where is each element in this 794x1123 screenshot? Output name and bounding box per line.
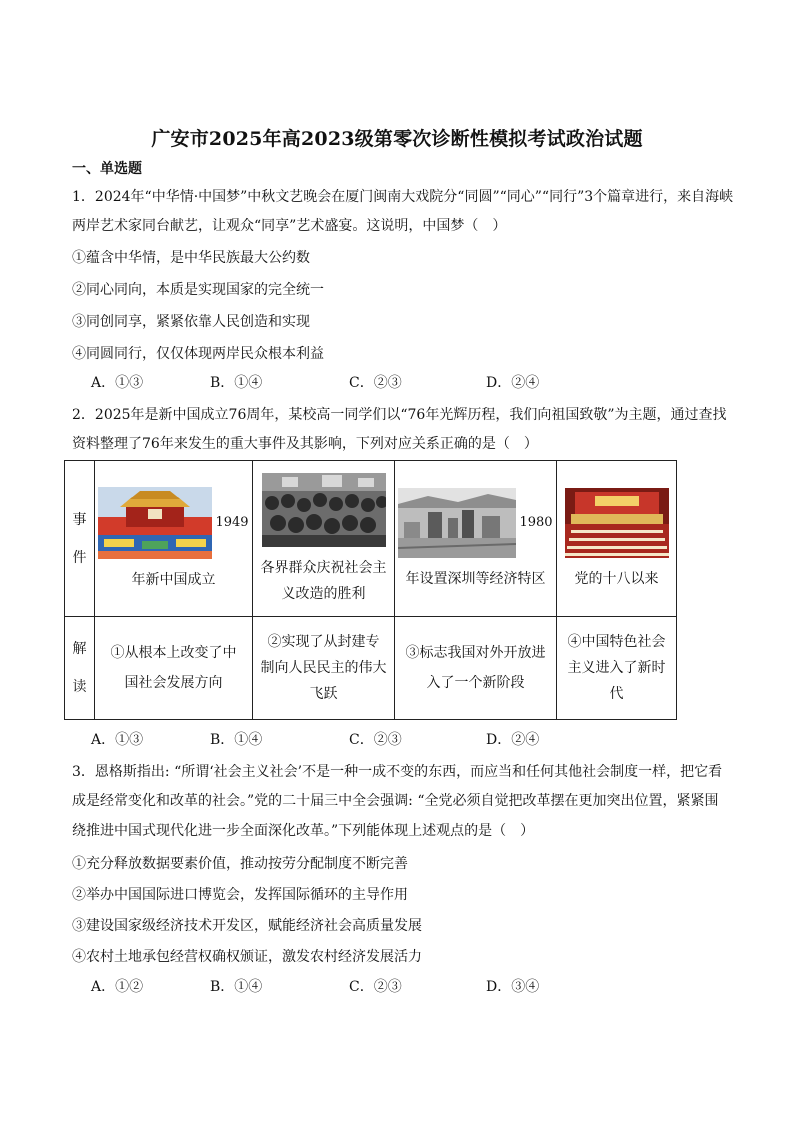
congress-hall-image [565, 488, 669, 558]
q3-item-1: ①充分释放数据要素价值，推动按劳分配制度不断完善 [72, 856, 408, 872]
shenzhen-city-image [398, 488, 516, 558]
q3-stem-line3: 绕推进中国式现代化进一步全面深化改革。”下列能体现上述观点的是（ ） [72, 823, 535, 839]
interp-line: 入了一个新阶段 [426, 675, 525, 691]
event-year-1980: 1980 [519, 514, 553, 530]
q3-stem-line1: 3．恩格斯指出: “所谓‘社会主义社会’不是一种一成不变的东西，而应当和任何其他社会制度一样，把它看 [72, 764, 723, 780]
q1-item-2: ②同心同向，本质是实现国家的完全统一 [72, 282, 324, 298]
row-header-char: 事 [72, 511, 87, 528]
q3-option-b[interactable]: B．①④ [210, 979, 263, 995]
q1-stem-line1: 1．2024年“中华情·中国梦”中秋文艺晚会在厦门闽南大戏院分“同圆”“同心”“同行”3个篇章进行，来自海峡 [72, 189, 734, 205]
interp-line: 飞跃 [309, 686, 338, 702]
q3-option-a[interactable]: A．①② [91, 979, 144, 995]
interp-line: 国社会发展方向 [124, 675, 223, 691]
event-caption-3: 年设置深圳等经济特区 [405, 570, 546, 587]
q2-option-a[interactable]: A．①③ [91, 732, 144, 748]
event-cell-3 [395, 461, 557, 617]
row-header-char: 解 [72, 641, 87, 657]
interp-line: 主义进入了新时 [567, 660, 666, 676]
q2-stem-line1: 2．2025年是新中国成立76周年，某校高一同学们以“76年光辉历程，我们向祖国致敬”为主题，通过查找 [72, 407, 727, 423]
row-header-char: 件 [72, 549, 87, 566]
q1-item-4: ④同圆同行，仅仅体现两岸民众根本利益 [72, 346, 324, 362]
interpretation-cell-4 [557, 617, 677, 720]
section-heading: 一、单选题 [72, 161, 142, 177]
event-cell-1 [95, 461, 253, 617]
q2-option-b[interactable]: B．①④ [210, 732, 263, 748]
row-header-events [65, 461, 95, 617]
page-title: 广安市2025年高2023级第零次诊断性模拟考试政治试题 [151, 128, 643, 150]
q1-item-1: ①蕴含中华情，是中华民族最大公约数 [72, 250, 310, 266]
q2-option-d[interactable]: D．②④ [486, 732, 540, 748]
q1-option-b[interactable]: B．①④ [210, 375, 263, 391]
q1-item-3: ③同创同享，紧紧依靠人民创造和实现 [72, 314, 310, 330]
q3-option-d[interactable]: D．③④ [486, 979, 540, 995]
interpretation-cell-1 [95, 617, 253, 720]
q1-stem-line2: 两岸艺术家同台献艺，让观众“同享”艺术盛宴。这说明，中国梦（ ） [72, 218, 507, 234]
interp-line: ②实现了从封建专 [267, 634, 380, 650]
caption-line: 义改造的胜利 [281, 585, 366, 602]
q3-item-3: ③建设国家级经济技术开发区，赋能经济社会高质量发展 [72, 918, 422, 934]
q2-stem-line2: 资料整理了76年来发生的重大事件及其影响，下列对应关系正确的是（ ） [72, 436, 538, 452]
q1-option-d[interactable]: D．②④ [486, 375, 540, 391]
event-cell-4 [557, 461, 677, 617]
q3-item-2: ②举办中国国际进口博览会，发挥国际循环的主导作用 [72, 887, 408, 903]
events-table [64, 460, 677, 720]
row-header-char: 读 [72, 679, 87, 695]
crowd-celebration-image [262, 473, 386, 547]
caption-line: 各界群众庆祝社会主 [260, 559, 387, 576]
interp-line: ④中国特色社会 [567, 634, 666, 650]
interpretation-cell-3 [395, 617, 557, 720]
q3-item-4: ④农村土地承包经营权确权颁证，激发农村经济发展活力 [72, 949, 422, 965]
event-caption-2 [253, 555, 394, 607]
q3-stem-line2: 成是经常变化和改革的社会。”党的二十届三中全会强调: “全党必须自觉把改革摆在更加突出位置，紧紧围 [72, 793, 719, 809]
interpretation-cell-2 [253, 617, 395, 720]
interp-line: 代 [609, 686, 624, 702]
q1-option-a[interactable]: A．①③ [91, 375, 144, 391]
event-year-1949: 1949 [215, 514, 249, 530]
event-caption-1: 年新中国成立 [131, 571, 216, 588]
interp-line: ③标志我国对外开放进 [405, 645, 546, 661]
row-header-interpretations [65, 617, 95, 720]
event-cell-2 [253, 461, 395, 617]
interp-line: 制向人民民主的伟大 [260, 660, 387, 676]
q3-option-c[interactable]: C．②③ [349, 979, 402, 995]
q1-option-c[interactable]: C．②③ [349, 375, 402, 391]
interp-line: ①从根本上改变了中 [110, 645, 237, 661]
event-caption-4: 党的十八以来 [574, 570, 659, 587]
tiananmen-parade-image [98, 487, 212, 559]
q2-option-c[interactable]: C．②③ [349, 732, 402, 748]
